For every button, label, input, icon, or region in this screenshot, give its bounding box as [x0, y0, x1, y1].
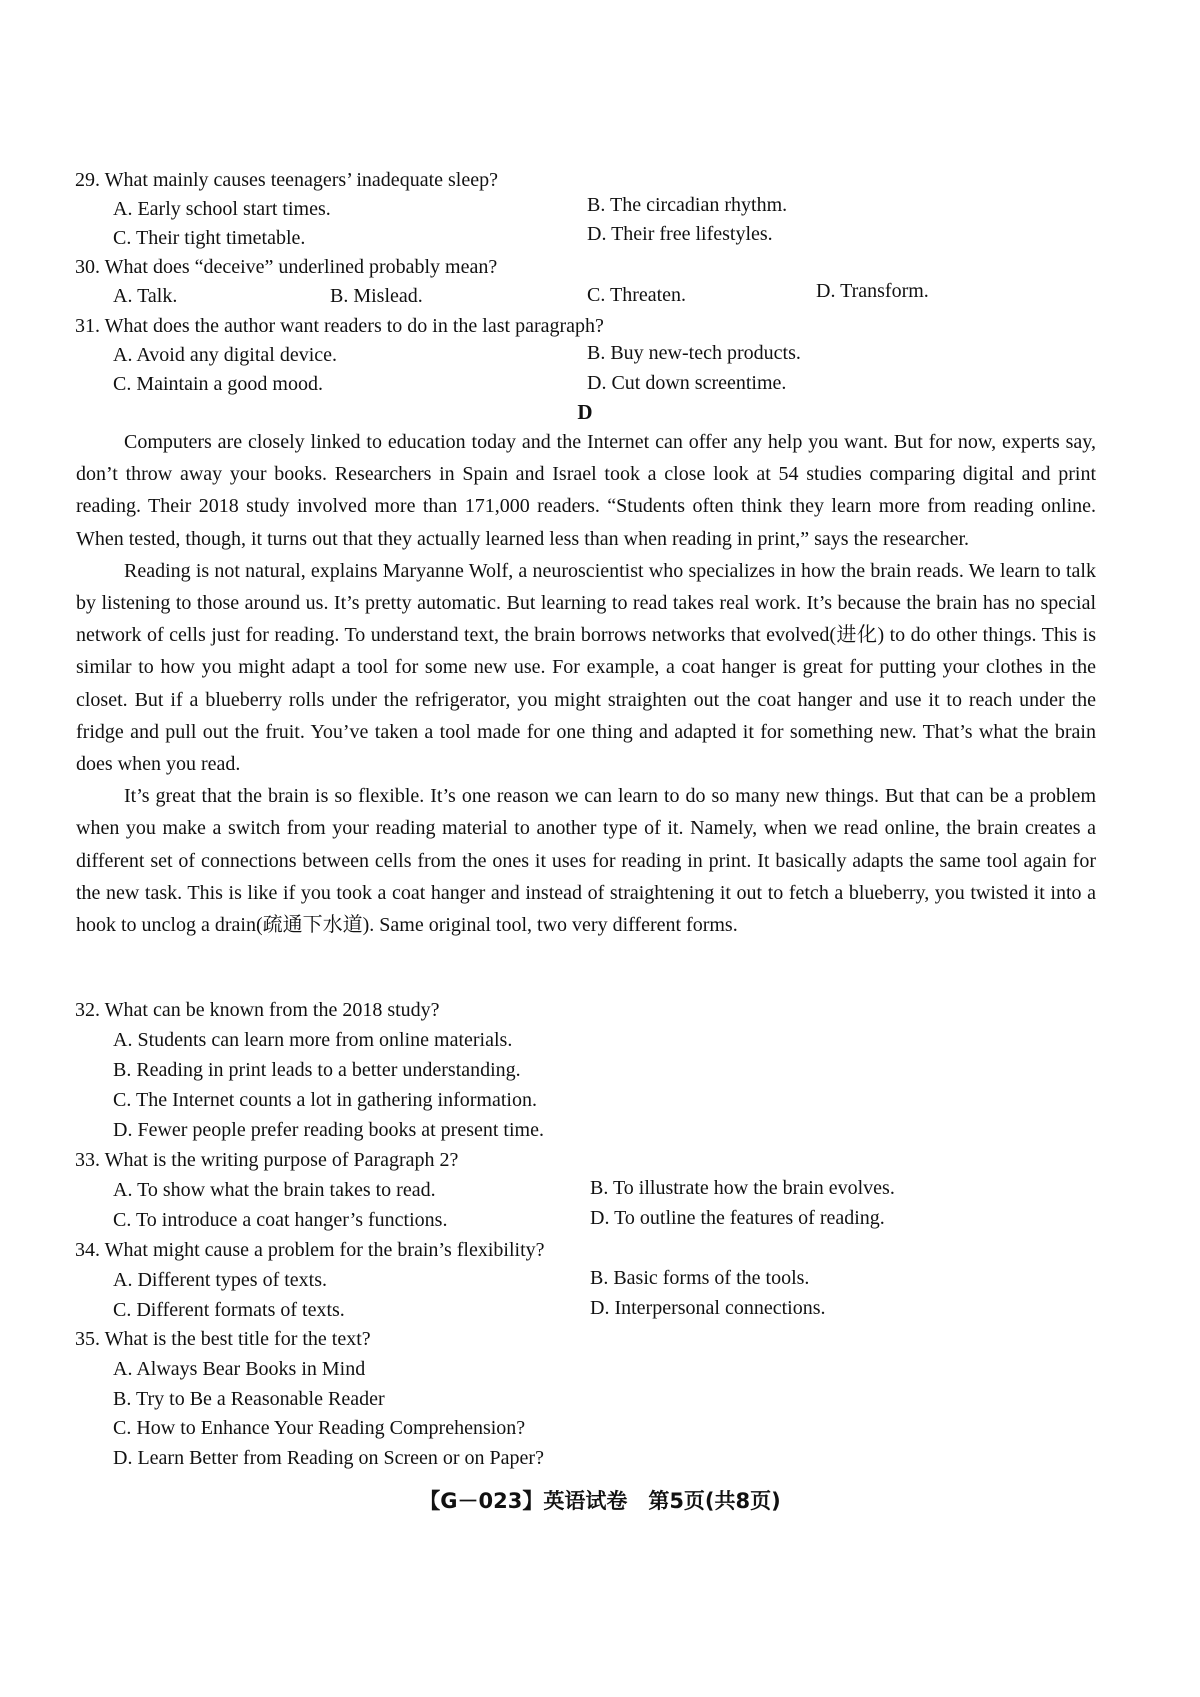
question-33-option-a: A. To show what the brain takes to read. [113, 1179, 436, 1201]
question-30-option-a: A. Talk. [113, 285, 178, 307]
question-30-option-c: C. Threaten. [587, 284, 687, 306]
question-34-option-d: D. Interpersonal connections. [590, 1297, 826, 1319]
question-31-stem: 31. What does the author want readers to do in the last paragraph? [75, 315, 604, 337]
question-33-option-c: C. To introduce a coat hanger’s functions. [113, 1209, 448, 1231]
passage-paragraph-1: Computers are closely linked to education today and the Internet can offer any help you want. But for now, experts say, don’t throw away your books. Researchers in Spain and Israel took a close look at 54 studies comparing digital and print reading. Their 2018 study involved more than 171,000 readers. “Students often think they learn more from reading online. When tested, though, it turns out that they actually learned less than when reading in print,” says the researcher. [76, 431, 1096, 550]
question-35-option-d: D. Learn Better from Reading on Screen or on Paper? [113, 1447, 544, 1469]
question-35-option-c: C. How to Enhance Your Reading Comprehension? [113, 1417, 526, 1439]
question-34-option-c: C. Different formats of texts. [113, 1299, 345, 1321]
question-32-option-b: B. Reading in print leads to a better understanding. [113, 1059, 521, 1081]
passage-paragraph-2: Reading is not natural, explains Maryanne Wolf, a neuroscientist who specializes in how the brain reads. We learn to talk by listening to those around us. It’s pretty automatic. But learning to read takes real work. It’s because the brain has no special network of cells just for reading. To understand text, the brain borrows networks that evolved(进化) to do other things. This is similar to how you might adapt a tool for some new use. For example, a coat hanger is great for putting your clothes in the closet. But if a blueberry rolls under the refrigerator, you might straighten out the coat hanger and use it to reach under the fridge and pull out the fruit. You’ve taken a tool made for one thing and adapted it for something new. That’s what the brain does when you read. [76, 559, 1096, 776]
question-34-stem: 34. What might cause a problem for the brain’s flexibility? [75, 1239, 545, 1261]
question-32-stem: 32. What can be known from the 2018 study? [75, 999, 440, 1021]
question-35-option-b: B. Try to Be a Reasonable Reader [113, 1388, 385, 1410]
question-34-option-b: B. Basic forms of the tools. [590, 1267, 810, 1289]
question-31-option-c: C. Maintain a good mood. [113, 373, 323, 395]
question-29-option-a: A. Early school start times. [113, 198, 331, 220]
question-31-option-d: D. Cut down screentime. [587, 372, 787, 394]
question-32-option-c: C. The Internet counts a lot in gathering information. [113, 1089, 537, 1111]
reading-passage [76, 426, 1096, 941]
page-footer: 【G－023】英语试卷 第5页(共8页) [419, 1489, 781, 1513]
question-30-stem: 30. What does “deceive” underlined probably mean? [75, 256, 498, 278]
question-32-option-a: A. Students can learn more from online materials. [113, 1029, 513, 1051]
question-32-option-d: D. Fewer people prefer reading books at present time. [113, 1119, 544, 1141]
question-29-option-b: B. The circadian rhythm. [587, 194, 788, 216]
question-33-option-b: B. To illustrate how the brain evolves. [590, 1177, 895, 1199]
question-30-option-b: B. Mislead. [330, 285, 423, 307]
question-35-option-a: A. Always Bear Books in Mind [113, 1358, 366, 1380]
question-31-option-b: B. Buy new-tech products. [587, 342, 801, 364]
question-29-option-c: C. Their tight timetable. [113, 227, 306, 249]
question-31-option-a: A. Avoid any digital device. [113, 344, 338, 366]
question-29-stem: 29. What mainly causes teenagers’ inadequate sleep? [75, 169, 498, 191]
question-34-option-a: A. Different types of texts. [113, 1269, 328, 1291]
section-heading: D [577, 400, 593, 424]
question-33-option-d: D. To outline the features of reading. [590, 1207, 885, 1229]
question-29-option-d: D. Their free lifestyles. [587, 223, 773, 245]
question-35-stem: 35. What is the best title for the text? [75, 1328, 371, 1350]
question-30-option-d: D. Transform. [816, 280, 929, 302]
question-33-stem: 33. What is the writing purpose of Paragraph 2? [75, 1149, 459, 1171]
passage-paragraph-3: It’s great that the brain is so flexible. It’s one reason we can learn to do so many new things. But that can be a problem when you make a switch from your reading material to another type of it. Namely, when we read online, the brain creates a different set of connections between cells from the ones it uses for reading in print. It basically adapts the same tool again for the new task. This is like if you took a coat hanger and instead of straightening it out to fetch a blueberry, you twisted it into a hook to unclog a drain(疏通下水道). Same original tool, two very different forms. [76, 785, 1096, 937]
